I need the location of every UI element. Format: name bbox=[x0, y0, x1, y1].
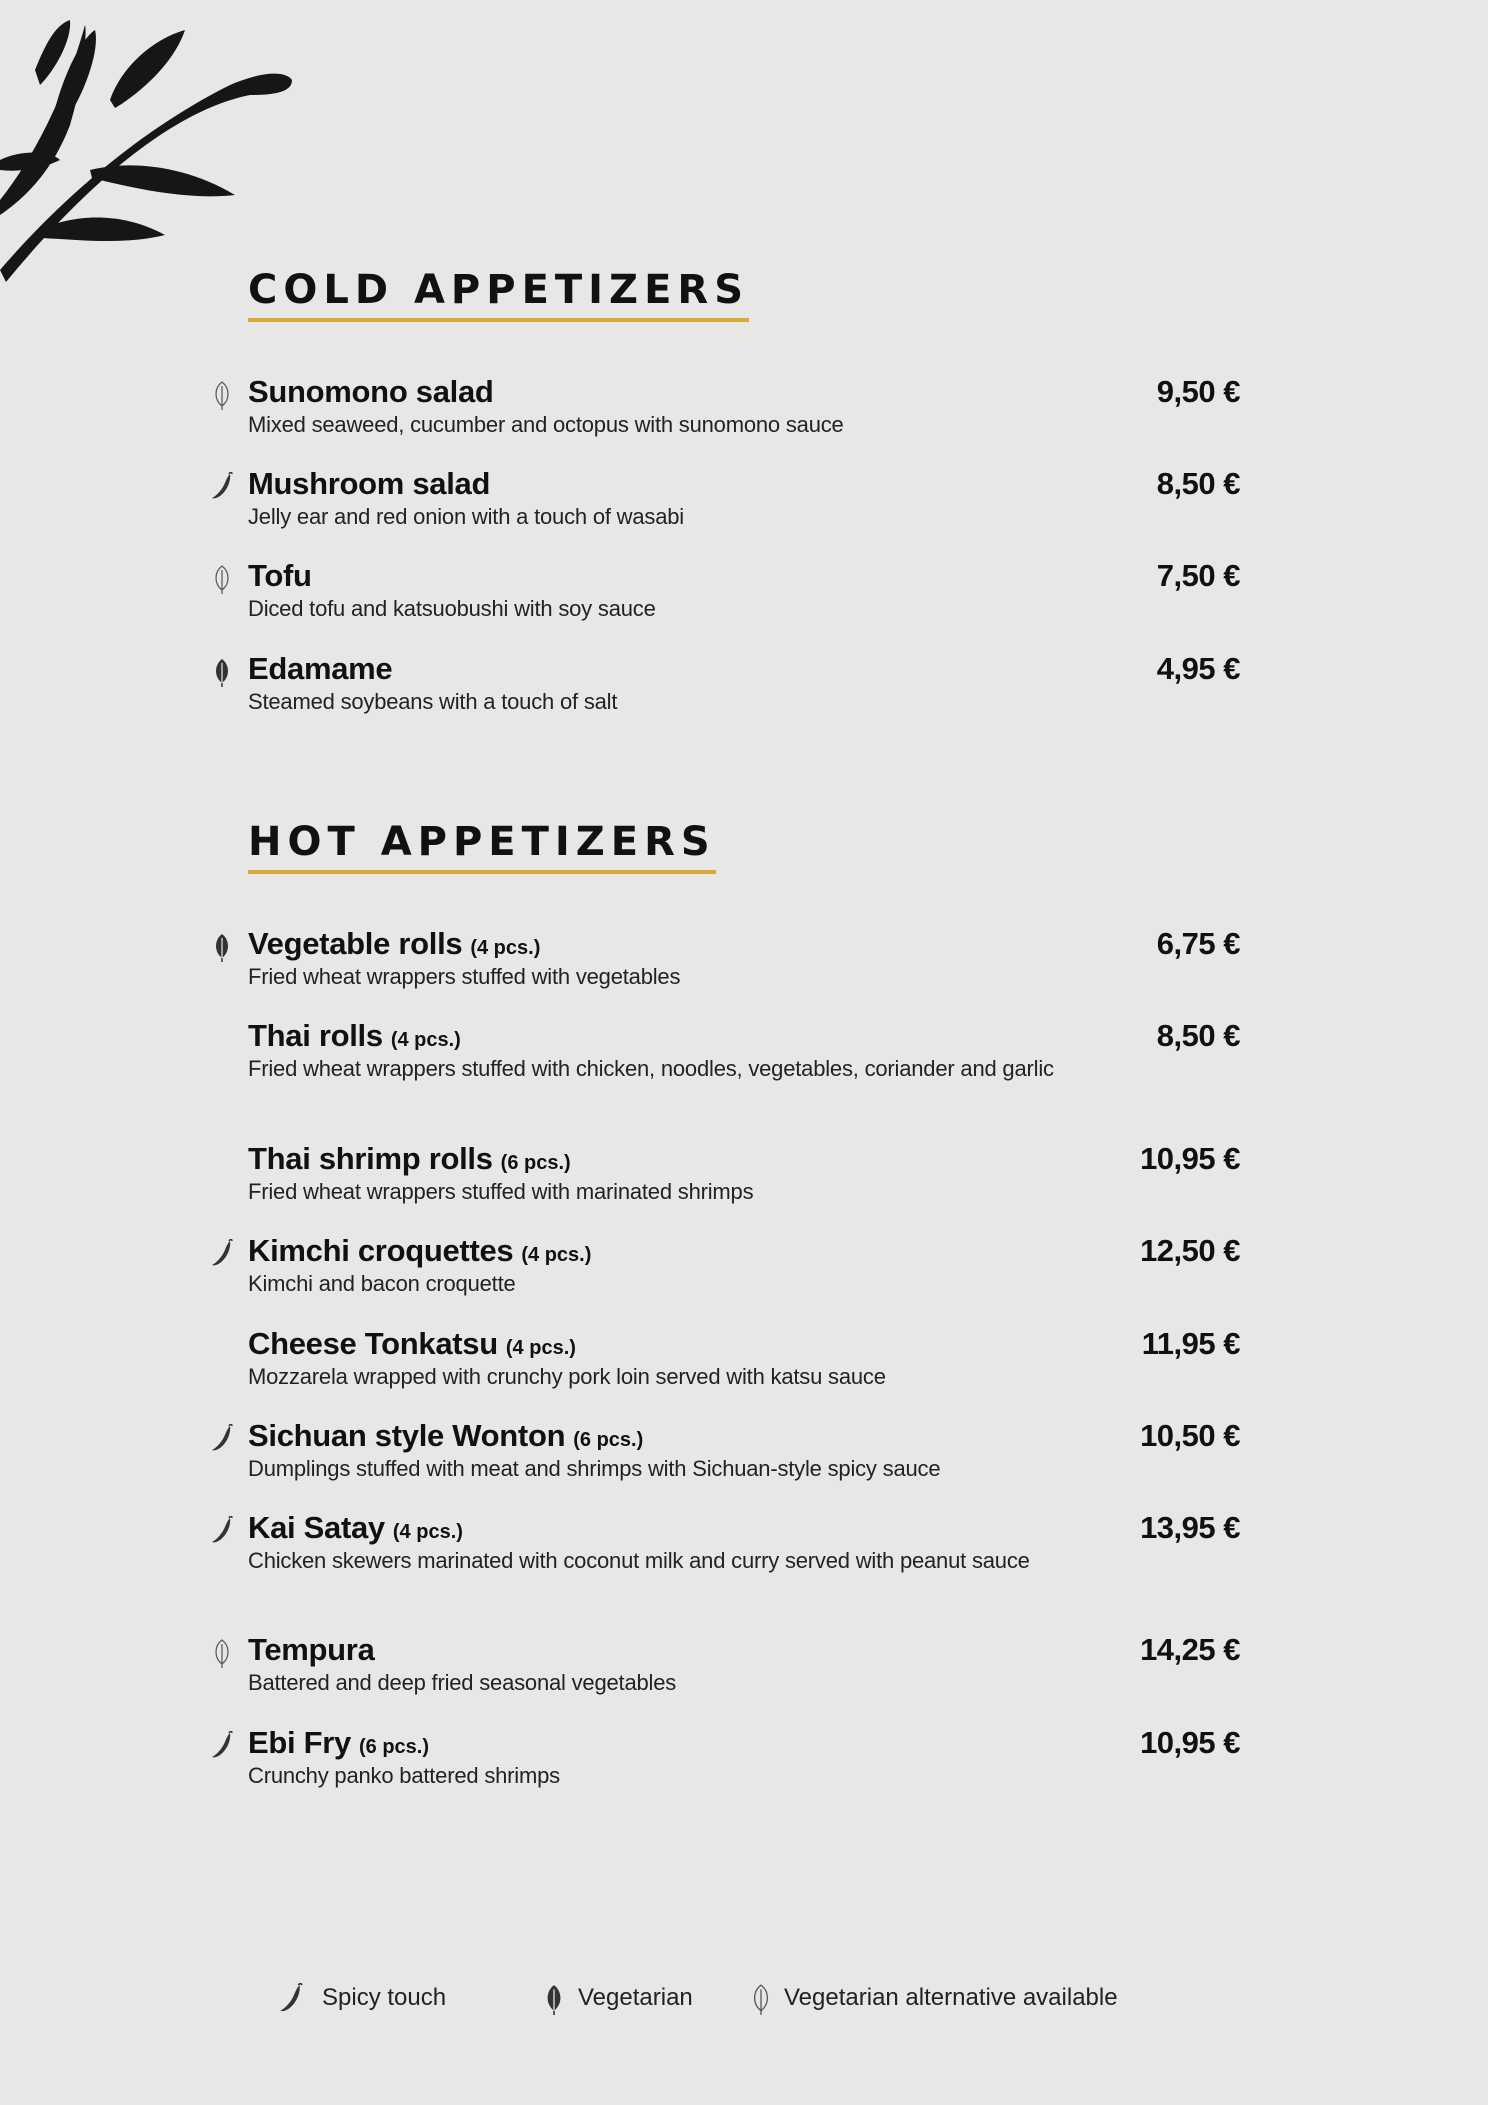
item-name: Kai Satay bbox=[248, 1510, 385, 1545]
item-price: 8,50 € bbox=[1156, 466, 1240, 501]
item-name: Cheese Tonkatsu bbox=[248, 1326, 498, 1361]
item-name: Sunomono salad bbox=[248, 374, 494, 409]
vegetarian-alternative-icon bbox=[210, 1638, 234, 1668]
menu-item bbox=[248, 926, 1240, 992]
section-title: HOT APPETIZERS bbox=[248, 822, 716, 874]
item-quantity: (6 pcs.) bbox=[573, 1429, 644, 1451]
item-price: 10,95 € bbox=[1140, 1725, 1240, 1760]
vegetarian-icon bbox=[210, 932, 234, 962]
item-price: 10,50 € bbox=[1140, 1418, 1240, 1453]
vegetarian-icon bbox=[210, 657, 234, 687]
item-name: Mushroom salad bbox=[248, 466, 491, 501]
item-price: 13,95 € bbox=[1140, 1510, 1240, 1545]
vegetarian-alternative-icon bbox=[748, 1983, 774, 2015]
item-quantity: (4 pcs.) bbox=[390, 1029, 461, 1051]
item-price: 14,25 € bbox=[1140, 1632, 1240, 1667]
item-price: 4,95 € bbox=[1156, 651, 1240, 686]
menu-item bbox=[248, 1632, 1240, 1698]
item-description: Diced tofu and katsuobushi with soy sauce bbox=[248, 596, 656, 621]
item-name: Tofu bbox=[248, 558, 312, 593]
vegetarian-alternative-icon bbox=[210, 380, 234, 410]
item-name: Sichuan style Wonton bbox=[248, 1418, 566, 1453]
menu-item bbox=[248, 1326, 1240, 1392]
spicy-icon bbox=[210, 1239, 234, 1269]
item-quantity: (4 pcs.) bbox=[470, 937, 541, 959]
item-name: Thai shrimp rolls bbox=[248, 1141, 493, 1176]
item-quantity: (4 pcs.) bbox=[392, 1521, 463, 1543]
hot-appetizers-section bbox=[248, 819, 1240, 1788]
menu-item bbox=[248, 651, 1240, 717]
item-description: Crunchy panko battered shrimps bbox=[248, 1763, 560, 1788]
legend-vegetarian-alternative-label: Vegetarian alternative available bbox=[784, 1984, 1118, 2011]
item-name: Edamame bbox=[248, 651, 393, 686]
spicy-icon bbox=[210, 1731, 234, 1761]
item-price: 8,50 € bbox=[1156, 1018, 1240, 1053]
item-description: Mixed seaweed, cucumber and octopus with sunomono sauce bbox=[248, 412, 844, 437]
menu-item bbox=[248, 1725, 1240, 1791]
item-quantity: (4 pcs.) bbox=[505, 1337, 576, 1359]
item-price: 9,50 € bbox=[1156, 374, 1240, 409]
legend bbox=[0, 1978, 1488, 2018]
item-quantity: (6 pcs.) bbox=[358, 1736, 430, 1758]
item-description: Kimchi and bacon croquette bbox=[248, 1271, 516, 1296]
spicy-icon bbox=[210, 1424, 234, 1454]
menu-item bbox=[248, 466, 1240, 532]
item-name: Ebi Fry bbox=[248, 1725, 351, 1760]
item-name: Tempura bbox=[248, 1632, 375, 1667]
plant-decoration-icon bbox=[0, 0, 300, 290]
menu-item bbox=[248, 1233, 1240, 1299]
legend-vegetarian-label: Vegetarian bbox=[578, 1984, 693, 2011]
menu-item bbox=[248, 1418, 1240, 1484]
cold-appetizers-section bbox=[248, 267, 1240, 714]
item-description: Dumplings stuffed with meat and shrimps with Sichuan-style spicy sauce bbox=[248, 1456, 941, 1481]
item-price: 11,95 € bbox=[1141, 1326, 1240, 1361]
item-quantity: (6 pcs.) bbox=[500, 1152, 571, 1174]
item-name: Thai rolls bbox=[248, 1018, 383, 1053]
menu-item bbox=[248, 374, 1240, 440]
item-description: Fried wheat wrappers stuffed with chicken, noodles, vegetables, coriander and garlic bbox=[248, 1056, 1054, 1081]
item-quantity: (4 pcs.) bbox=[521, 1244, 592, 1266]
item-price: 12,50 € bbox=[1140, 1233, 1240, 1268]
spicy-icon bbox=[278, 1983, 304, 2015]
vegetarian-icon bbox=[541, 1983, 567, 2015]
spicy-icon bbox=[210, 472, 234, 502]
item-price: 7,50 € bbox=[1156, 558, 1240, 593]
item-description: Fried wheat wrappers stuffed with marinated shrimps bbox=[248, 1179, 754, 1204]
menu-item bbox=[248, 1510, 1240, 1576]
item-description: Battered and deep fried seasonal vegetables bbox=[248, 1670, 677, 1695]
menu-item bbox=[248, 1018, 1240, 1084]
legend-spicy-label: Spicy touch bbox=[322, 1984, 447, 2011]
item-description: Jelly ear and red onion with a touch of wasabi bbox=[248, 504, 684, 529]
item-description: Fried wheat wrappers stuffed with vegetables bbox=[248, 964, 681, 989]
section-title: COLD APPETIZERS bbox=[248, 270, 749, 322]
item-name: Vegetable rolls bbox=[248, 926, 463, 961]
item-price: 10,95 € bbox=[1140, 1141, 1240, 1176]
menu-item bbox=[248, 558, 1240, 624]
item-description: Mozzarela wrapped with crunchy pork loin served with katsu sauce bbox=[248, 1364, 886, 1389]
menu-item bbox=[248, 1141, 1240, 1207]
item-price: 6,75 € bbox=[1156, 926, 1240, 961]
item-description: Steamed soybeans with a touch of salt bbox=[248, 689, 618, 714]
vegetarian-alternative-icon bbox=[210, 564, 234, 594]
item-description: Chicken skewers marinated with coconut milk and curry served with peanut sauce bbox=[248, 1548, 1030, 1573]
spicy-icon bbox=[210, 1516, 234, 1546]
item-name: Kimchi croquettes bbox=[248, 1233, 514, 1268]
